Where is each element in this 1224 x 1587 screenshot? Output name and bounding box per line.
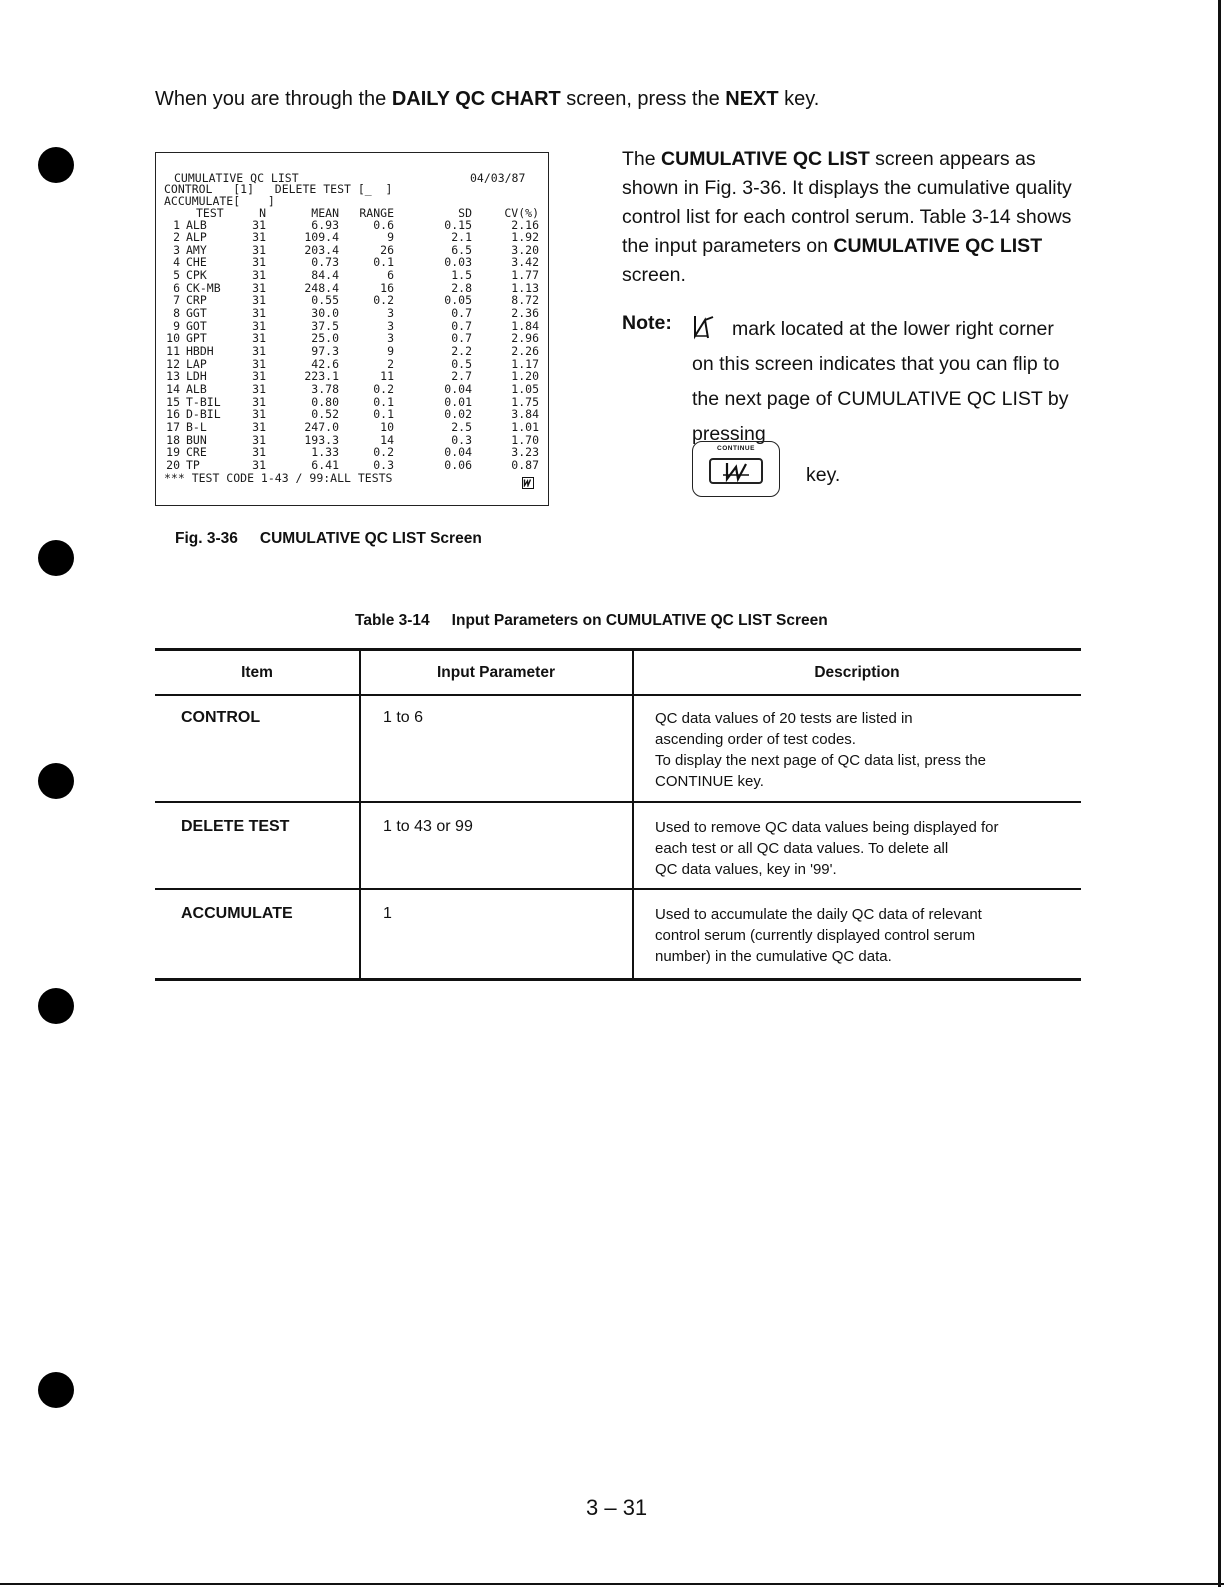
screen-title: CUMULATIVE QC LIST bbox=[174, 171, 299, 185]
screen-cell-n: 31 bbox=[252, 381, 266, 396]
screen-cell-n: 31 bbox=[252, 344, 266, 358]
screen-cell-mean: 203.4 bbox=[304, 242, 339, 257]
screen-cell-mean: 109.4 bbox=[304, 230, 339, 245]
screen-cell-num: 10 bbox=[166, 331, 180, 346]
screen-cell-sd: 2.2 bbox=[451, 344, 472, 358]
binder-hole bbox=[38, 540, 74, 576]
screen-cell-mean: 6.93 bbox=[311, 217, 339, 232]
screen-cell-test: GPT bbox=[186, 331, 207, 346]
screen-cell-n: 31 bbox=[252, 280, 266, 295]
screen-data-row bbox=[164, 257, 544, 269]
screen-cell-test: BUN bbox=[186, 432, 207, 447]
screen-cell-range: 0.1 bbox=[373, 394, 394, 409]
screen-cell-mean: 6.41 bbox=[311, 457, 339, 472]
screen-cell-range: 3 bbox=[387, 318, 394, 333]
screen-cell-cv: 2.36 bbox=[511, 306, 539, 321]
screen-cell-sd: 0.7 bbox=[451, 306, 472, 321]
screen-data-row bbox=[164, 409, 544, 421]
screen-data-row bbox=[164, 394, 544, 409]
screen-cell-mean: 97.3 bbox=[311, 344, 339, 358]
table-cell-item: ACCUMULATE bbox=[181, 905, 293, 922]
screen-cell-test: CK-MB bbox=[186, 280, 221, 295]
screen-cell-range: 0.2 bbox=[373, 293, 394, 308]
screen-cell-num: 14 bbox=[166, 381, 180, 396]
screen-cell-range: 26 bbox=[380, 242, 394, 257]
screen-cell-cv: 3.42 bbox=[511, 255, 539, 270]
screen-cell-n: 31 bbox=[252, 268, 266, 283]
screen-cell-sd: 1.5 bbox=[451, 268, 472, 283]
screen-cell-cv: 2.16 bbox=[511, 217, 539, 232]
screen-cell-sd: 0.7 bbox=[451, 318, 472, 333]
screen-cell-mean: 42.6 bbox=[311, 356, 339, 371]
screen-data-row bbox=[164, 333, 544, 345]
screen-cell-test: CPK bbox=[186, 268, 207, 283]
screen-cell-num: 5 bbox=[173, 268, 180, 283]
screen-cell-num: 18 bbox=[166, 432, 180, 447]
screen-cell-range: 0.6 bbox=[373, 217, 394, 232]
screen-cell-mean: 0.55 bbox=[311, 293, 339, 308]
screen-cell-range: 0.3 bbox=[373, 457, 394, 472]
screen-cell-test: ALB bbox=[186, 217, 207, 232]
screen-cell-n: 31 bbox=[252, 457, 266, 472]
screen-cell-num: 19 bbox=[166, 445, 180, 460]
screen-cell-test: B-L bbox=[186, 419, 207, 434]
screen-cell-n: 31 bbox=[252, 369, 266, 384]
binder-hole bbox=[38, 1372, 74, 1408]
screen-cell-sd: 0.15 bbox=[444, 217, 472, 232]
screen-cell-num: 15 bbox=[166, 394, 180, 409]
screen-cell-cv: 1.20 bbox=[511, 369, 539, 384]
screen-data-row bbox=[164, 318, 544, 333]
column-header-item: Item bbox=[241, 664, 273, 681]
screen-cell-sd: 2.1 bbox=[451, 230, 472, 245]
screen-cell-test: HBDH bbox=[186, 344, 214, 358]
screen-cell-num: 9 bbox=[173, 318, 180, 333]
binder-hole bbox=[38, 988, 74, 1024]
screen-cell-range: 0.1 bbox=[373, 407, 394, 422]
screen-cell-range: 14 bbox=[380, 432, 394, 447]
screen-cell-test: D-BIL bbox=[186, 407, 221, 422]
screen-cell-mean: 84.4 bbox=[311, 268, 339, 283]
header-mean: MEAN bbox=[311, 206, 339, 220]
screen-cell-sd: 0.05 bbox=[444, 293, 472, 308]
header-sd: SD bbox=[458, 206, 472, 220]
screen-cell-num: 2 bbox=[173, 230, 180, 245]
screen-cell-sd: 0.02 bbox=[444, 407, 472, 422]
screen-cell-range: 3 bbox=[387, 306, 394, 321]
header-test: TEST bbox=[196, 206, 224, 220]
screen-cell-sd: 0.7 bbox=[451, 331, 472, 346]
screen-cell-test: ALB bbox=[186, 381, 207, 396]
screen-cell-mean: 0.52 bbox=[311, 407, 339, 422]
intro-sentence: When you are through the DAILY QC CHART screen, press the NEXT key. bbox=[155, 88, 820, 110]
screen-cell-cv: 8.72 bbox=[511, 293, 539, 308]
screen-cell-test: CHE bbox=[186, 255, 207, 270]
screen-cell-n: 31 bbox=[252, 293, 266, 308]
input-parameters-table bbox=[155, 648, 1081, 980]
page-bottom-border bbox=[0, 1583, 1224, 1585]
screen-cell-sd: 0.06 bbox=[444, 457, 472, 472]
binder-hole bbox=[38, 763, 74, 799]
screen-cell-num: 11 bbox=[166, 344, 180, 358]
screen-cell-range: 0.2 bbox=[373, 381, 394, 396]
screen-cell-test: CRE bbox=[186, 445, 207, 460]
screen-data-row bbox=[164, 217, 544, 232]
screen-cell-num: 1 bbox=[173, 217, 180, 232]
note-text: mark located at the lower right corner on this screen indicates that you can flip to the next page of CUMULATIVE QC LIST by pressing bbox=[692, 318, 1069, 445]
page-flip-icon bbox=[709, 458, 763, 484]
screen-cell-num: 16 bbox=[166, 407, 180, 422]
screen-cell-range: 11 bbox=[380, 369, 394, 384]
page-number: 3 – 31 bbox=[586, 1495, 648, 1520]
screen-cell-mean: 25.0 bbox=[311, 331, 339, 346]
screen-cell-cv: 1.13 bbox=[511, 280, 539, 295]
screen-data-row bbox=[164, 295, 544, 307]
table-cell-parameter: 1 bbox=[383, 905, 392, 922]
screen-cell-cv: 1.84 bbox=[511, 318, 539, 333]
cumulative-qc-list-screen bbox=[155, 152, 549, 506]
accumulate-field-line: ACCUMULATE[ ] bbox=[164, 194, 275, 208]
screen-cell-n: 31 bbox=[252, 318, 266, 333]
table-cell-item: CONTROL bbox=[181, 709, 261, 726]
screen-cell-mean: 193.3 bbox=[304, 432, 339, 447]
screen-cell-num: 12 bbox=[166, 356, 180, 371]
screen-cell-cv: 1.92 bbox=[511, 230, 539, 245]
table-cell-parameter: 1 to 43 or 99 bbox=[383, 818, 473, 835]
screen-cell-n: 31 bbox=[252, 356, 266, 371]
table-cell-description: Used to remove QC data values being displayed for each test or all QC data values. To delete all QC data values, key in '99'. bbox=[655, 819, 999, 878]
screen-cell-num: 4 bbox=[173, 255, 180, 270]
screen-cell-test: TP bbox=[186, 457, 200, 472]
screen-cell-range: 9 bbox=[387, 230, 394, 245]
table-cell-description: QC data values of 20 tests are listed in ascending order of test codes. To display the next page of QC data list, press the CONTINUE key. bbox=[655, 710, 987, 790]
screen-data-row bbox=[164, 308, 544, 320]
screen-cell-sd: 6.5 bbox=[451, 242, 472, 257]
screen-cell-cv: 1.70 bbox=[511, 432, 539, 447]
screen-cell-cv: 1.17 bbox=[511, 356, 539, 371]
note-label: Note: bbox=[622, 312, 672, 334]
screen-cell-sd: 0.3 bbox=[451, 432, 472, 447]
screen-cell-n: 31 bbox=[252, 242, 266, 257]
screen-cell-n: 31 bbox=[252, 230, 266, 245]
screen-cell-mean: 37.5 bbox=[311, 318, 339, 333]
screen-cell-cv: 2.26 bbox=[511, 344, 539, 358]
screen-cell-test: LAP bbox=[186, 356, 207, 371]
figure-caption: Fig. 3-36 CUMULATIVE QC LIST Screen bbox=[175, 530, 482, 547]
screen-cell-n: 31 bbox=[252, 432, 266, 447]
screen-header-row bbox=[164, 208, 544, 220]
screen-cell-cv: 1.01 bbox=[511, 419, 539, 434]
screen-data-row bbox=[164, 232, 544, 244]
screen-cell-mean: 247.0 bbox=[304, 419, 339, 434]
column-header-input-parameter: Input Parameter bbox=[436, 664, 555, 681]
screen-cell-sd: 0.04 bbox=[444, 381, 472, 396]
screen-cell-num: 6 bbox=[173, 280, 180, 295]
continue-key-label: CONTINUE bbox=[717, 445, 755, 452]
binder-hole bbox=[38, 147, 74, 183]
continue-key bbox=[692, 441, 780, 497]
screen-cell-mean: 0.73 bbox=[311, 255, 339, 270]
screen-data-row bbox=[164, 432, 544, 447]
screen-cell-range: 0.2 bbox=[373, 445, 394, 460]
screen-cell-range: 10 bbox=[380, 419, 394, 434]
screen-data-row bbox=[164, 270, 544, 282]
screen-cell-cv: 1.05 bbox=[511, 381, 539, 396]
screen-data-row bbox=[164, 280, 544, 295]
header-cv: CV(%) bbox=[504, 206, 539, 220]
table-rule bbox=[632, 650, 634, 978]
screen-cell-num: 20 bbox=[166, 457, 180, 472]
screen-cell-n: 31 bbox=[252, 217, 266, 232]
screen-cell-range: 0.1 bbox=[373, 255, 394, 270]
table-rule bbox=[155, 978, 1081, 981]
screen-cell-mean: 248.4 bbox=[304, 280, 339, 295]
screen-cell-n: 31 bbox=[252, 419, 266, 434]
screen-cell-sd: 0.04 bbox=[444, 445, 472, 460]
screen-cell-n: 31 bbox=[252, 331, 266, 346]
screen-cell-sd: 0.03 bbox=[444, 255, 472, 270]
screen-cell-cv: 3.23 bbox=[511, 445, 539, 460]
screen-cell-sd: 0.01 bbox=[444, 394, 472, 409]
table-rule bbox=[359, 650, 361, 978]
table-rule bbox=[155, 648, 1081, 651]
screen-cell-n: 31 bbox=[252, 407, 266, 422]
header-n: N bbox=[259, 206, 266, 220]
key-suffix: key. bbox=[806, 464, 841, 486]
screen-footer: *** TEST CODE 1-43 / 99:ALL TESTS bbox=[164, 471, 393, 485]
screen-cell-num: 7 bbox=[173, 293, 180, 308]
screen-data-row bbox=[164, 381, 544, 396]
screen-cell-n: 31 bbox=[252, 394, 266, 409]
table-rule bbox=[155, 694, 1081, 696]
screen-cell-range: 2 bbox=[387, 356, 394, 371]
screen-data-row bbox=[164, 371, 544, 383]
screen-cell-num: 3 bbox=[173, 242, 180, 257]
screen-cell-num: 8 bbox=[173, 306, 180, 321]
screen-date: 04/03/87 bbox=[470, 171, 526, 185]
page-flip-icon bbox=[522, 477, 534, 489]
screen-cell-n: 31 bbox=[252, 255, 266, 270]
screen-cell-cv: 1.75 bbox=[511, 394, 539, 409]
screen-cell-range: 3 bbox=[387, 331, 394, 346]
screen-data-row bbox=[164, 242, 544, 257]
screen-cell-num: 13 bbox=[166, 369, 180, 384]
screen-cell-mean: 3.78 bbox=[311, 381, 339, 396]
screen-cell-test: AMY bbox=[186, 242, 207, 257]
screen-cell-sd: 2.5 bbox=[451, 419, 472, 434]
control-field-line: CONTROL [1] DELETE TEST [_ ] bbox=[164, 182, 393, 196]
screen-cell-test: T-BIL bbox=[186, 394, 221, 409]
table-cell-description: Used to accumulate the daily QC data of relevant control serum (currently displayed control serum number) in the cumulative QC data. bbox=[655, 906, 982, 965]
screen-cell-sd: 0.5 bbox=[451, 356, 472, 371]
table-rule bbox=[155, 801, 1081, 803]
screen-data-row bbox=[164, 447, 544, 459]
screen-cell-mean: 0.80 bbox=[311, 394, 339, 409]
screen-cell-num: 17 bbox=[166, 419, 180, 434]
screen-cell-mean: 30.0 bbox=[311, 306, 339, 321]
screen-data-row bbox=[164, 356, 544, 371]
header-range: RANGE bbox=[359, 206, 394, 220]
screen-cell-n: 31 bbox=[252, 445, 266, 460]
screen-data-row bbox=[164, 419, 544, 434]
page-right-border bbox=[1218, 0, 1221, 1587]
table-title: Table 3-14 Input Parameters on CUMULATIVE QC LIST Screen bbox=[355, 612, 828, 629]
screen-cell-cv: 3.84 bbox=[511, 407, 539, 422]
screen-cell-n: 31 bbox=[252, 306, 266, 321]
screen-cell-range: 9 bbox=[387, 344, 394, 358]
screen-cell-test: LDH bbox=[186, 369, 207, 384]
table-rule bbox=[155, 888, 1081, 890]
screen-cell-cv: 0.87 bbox=[511, 457, 539, 472]
screen-data-row bbox=[164, 346, 544, 358]
screen-description: The CUMULATIVE QC LIST screen appears as shown in Fig. 3-36. It displays the cumulative quality control list for each control serum. Table 3-14 shows the input parameters on CUMULATIVE QC LIST screen. bbox=[622, 148, 1072, 286]
screen-cell-range: 16 bbox=[380, 280, 394, 295]
screen-cell-mean: 223.1 bbox=[304, 369, 339, 384]
screen-cell-cv: 3.20 bbox=[511, 242, 539, 257]
table-cell-parameter: 1 to 6 bbox=[383, 709, 424, 726]
screen-cell-test: GGT bbox=[186, 306, 207, 321]
screen-cell-test: ALP bbox=[186, 230, 207, 245]
screen-cell-sd: 2.8 bbox=[451, 280, 472, 295]
screen-cell-mean: 1.33 bbox=[311, 445, 339, 460]
screen-cell-cv: 2.96 bbox=[511, 331, 539, 346]
column-header-description: Description bbox=[814, 664, 900, 681]
screen-cell-test: CRP bbox=[186, 293, 207, 308]
screen-cell-sd: 2.7 bbox=[451, 369, 472, 384]
table-cell-item: DELETE TEST bbox=[181, 818, 290, 835]
screen-cell-range: 6 bbox=[387, 268, 394, 283]
screen-cell-test: GOT bbox=[186, 318, 207, 333]
screen-cell-cv: 1.77 bbox=[511, 268, 539, 283]
